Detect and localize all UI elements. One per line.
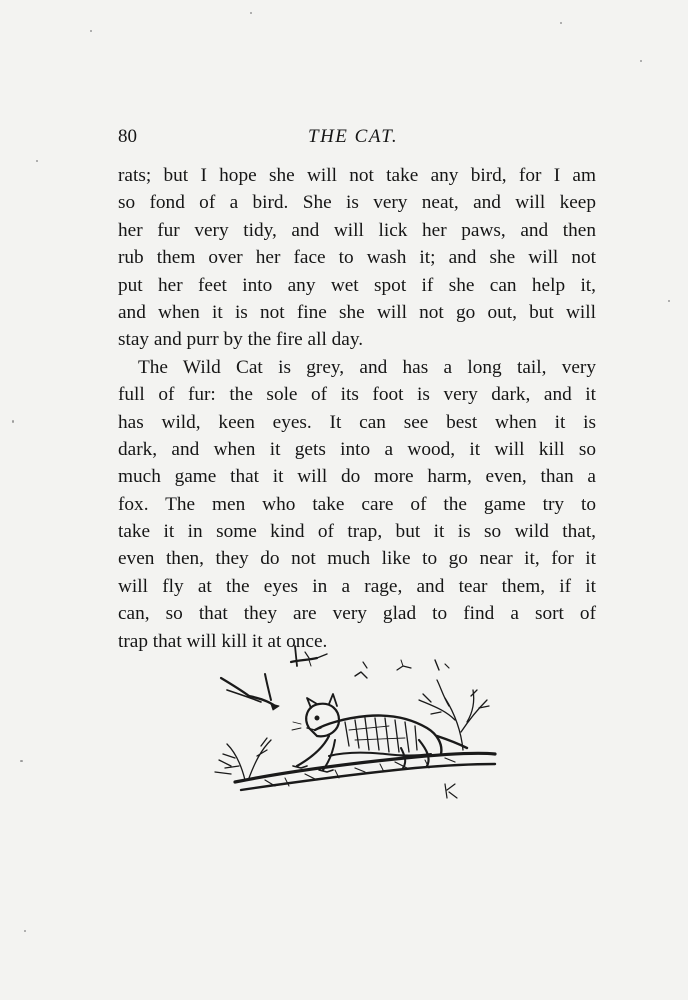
running-title: THE CAT.	[308, 126, 399, 147]
bird-icon	[221, 674, 279, 710]
scan-speck	[20, 760, 23, 762]
text-line: stay and purr by the fire all day.	[118, 329, 364, 351]
text-line: rub them over her face to wash it; and she will not	[118, 247, 596, 269]
text-line: The Wild Cat is grey, and has a long tail, very	[138, 356, 596, 378]
text-line: take it in some kind of trap, but it is so wild that,	[118, 521, 596, 543]
text-line: her fur very tidy, and will lick her paws, and then	[118, 219, 596, 241]
bird-icon	[291, 646, 327, 666]
text-line: can, so that they are very glad to find a sort of	[118, 603, 596, 625]
text-line: so fond of a bird. She is very neat, and will keep	[118, 192, 596, 214]
text-line: full of fur: the sole of its foot is very dark, and it	[118, 384, 596, 406]
text-line: rats; but I hope she will not take any bird, for I am	[118, 165, 596, 186]
scan-speck	[250, 12, 252, 14]
text-line: will fly at the eyes in a rage, and tear them, if it	[118, 575, 596, 597]
scan-speck	[36, 160, 38, 162]
scan-speck	[668, 300, 670, 302]
scan-speck	[12, 420, 14, 423]
scan-speck	[90, 30, 92, 32]
text-line: even then, they do not much like to go near it, for it	[118, 548, 596, 570]
text-line: has wild, keen eyes. It can see best when it is	[118, 411, 596, 433]
text-line: much game that it will do more harm, even, than a	[118, 466, 596, 488]
text-line: and when it is not fine she will not go out, but will	[118, 301, 596, 323]
running-head	[118, 126, 596, 156]
scan-speck	[640, 60, 642, 62]
page-number: 80	[118, 126, 137, 147]
plant-icon	[215, 738, 271, 780]
scan-speck	[24, 930, 26, 932]
shrub-icon	[419, 680, 489, 750]
scan-speck	[560, 22, 562, 24]
body-text	[118, 162, 596, 655]
text-line: fox. The men who take care of the game try to	[118, 493, 596, 515]
wild-cat-engraving-icon	[205, 640, 505, 800]
text-line: put her feet into any wet spot if she can help it,	[118, 274, 596, 296]
text-line: trap that will kill it at once.	[118, 630, 328, 652]
branch-icon	[235, 753, 495, 790]
text-line: dark, and when it gets into a wood, it will kill so	[118, 438, 596, 460]
